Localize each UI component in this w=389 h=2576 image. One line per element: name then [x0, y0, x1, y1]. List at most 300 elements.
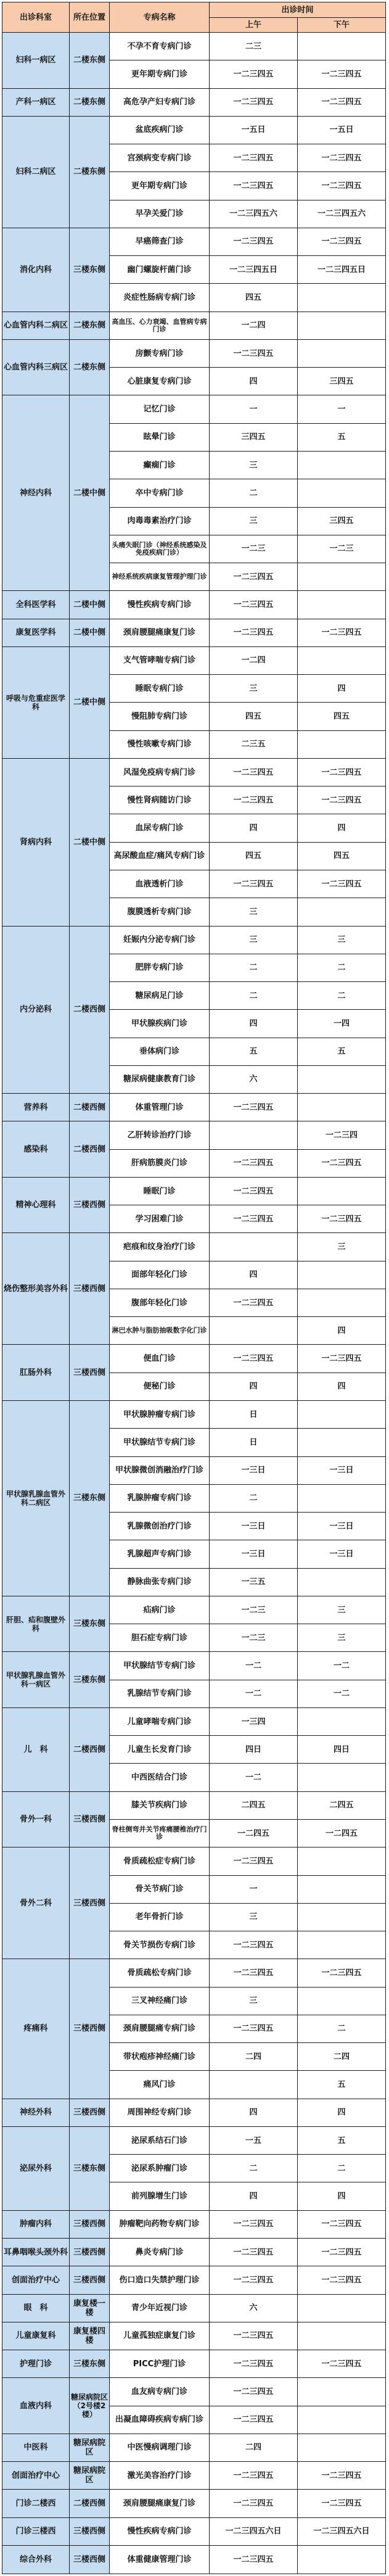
pm-cell: 一二三四五	[298, 870, 386, 898]
am-cell: 一三四	[210, 1707, 298, 1735]
specialty-cell: 更年期专病门诊	[110, 60, 210, 88]
am-cell: 一五	[210, 2126, 298, 2154]
table-row	[2, 2490, 386, 2517]
dept-cell: 综合外科	[2, 2545, 70, 2574]
table-row	[2, 2322, 386, 2350]
am-cell: 六	[210, 1065, 298, 1093]
specialty-cell: 泌尿系结石门诊	[110, 2126, 210, 2154]
pm-cell: 二	[298, 2155, 386, 2182]
pm-cell: 一五日	[298, 116, 386, 144]
specialty-cell: 炎症性肠病专病门诊	[110, 284, 210, 312]
pm-cell: 一二三四五	[298, 1205, 386, 1233]
specialty-cell: 眩晕门诊	[110, 423, 210, 451]
pm-cell: 一二三四五	[298, 144, 386, 172]
am-cell: 一二三四五	[210, 1345, 298, 1373]
specialty-cell: 糖尿病健康教育门诊	[110, 1065, 210, 1093]
specialty-cell: 带状疱疹神经痛门诊	[110, 2043, 210, 2071]
location-cell: 三楼东侧	[70, 1401, 110, 1596]
dept-cell: 耳鼻咽喉头颈外科	[2, 2238, 70, 2266]
location-cell: 糖尿病院区	[70, 2434, 110, 2461]
specialty-cell: 学习困难门诊	[110, 1205, 210, 1233]
am-cell: 一二三	[210, 1624, 298, 1652]
am-cell: 一三日	[210, 1540, 298, 1568]
pm-cell	[298, 1764, 386, 1791]
specialty-cell: 面部年轻化门诊	[110, 1261, 210, 1289]
am-cell: 三	[210, 451, 298, 479]
am-cell: 一二三四五	[210, 563, 298, 591]
pm-cell	[298, 1903, 386, 1931]
specialty-cell: 甲状腺肿瘤专病门诊	[110, 1401, 210, 1429]
am-cell: 三	[210, 675, 298, 703]
location-cell: 二楼东侧	[70, 33, 110, 89]
header-specialty: 专病名称	[110, 2, 210, 33]
location-cell: 三楼东侧	[70, 2126, 110, 2210]
am-cell: 二四五	[210, 1791, 298, 1819]
pm-cell	[298, 1707, 386, 1735]
am-cell: 一二三四五	[210, 2545, 298, 2574]
specialty-cell: 卒中专病门诊	[110, 479, 210, 507]
table-row	[2, 1345, 386, 1373]
header-dept: 出诊科室	[2, 2, 70, 33]
table-row	[2, 1959, 386, 1987]
specialty-cell: 脊柱侧弯并关节疼痛腰椎治疗门诊	[110, 1820, 210, 1847]
pm-cell: 五	[298, 2071, 386, 2099]
specialty-cell: 颈肩腰腿痛康复门诊	[110, 619, 210, 646]
am-cell: 四	[210, 1373, 298, 1400]
table-row	[2, 312, 386, 339]
dept-cell: 骨外一科	[2, 1791, 70, 1847]
pm-cell: 一三日	[298, 1456, 386, 1484]
am-cell: 四日	[210, 1736, 298, 1764]
location-cell: 三楼西侧	[70, 2545, 110, 2574]
pm-cell	[298, 1094, 386, 1121]
table-row	[2, 926, 386, 954]
pm-cell	[298, 2322, 386, 2350]
specialty-cell: PICC护理门诊	[110, 2350, 210, 2378]
table-row	[2, 1094, 386, 1121]
pm-cell: 四	[298, 1373, 386, 1400]
location-cell: 二楼西侧	[70, 1121, 110, 1178]
pm-cell	[298, 1065, 386, 1093]
dept-cell: 消化内科	[2, 228, 70, 312]
specialty-cell: 儿童哮喘专病门诊	[110, 1707, 210, 1735]
am-cell: 二	[210, 2155, 298, 2182]
am-cell: 二	[210, 479, 298, 507]
pm-cell: 三	[298, 1596, 386, 1624]
am-cell: 二	[210, 982, 298, 1010]
specialty-cell: 儿童生长发育门诊	[110, 1736, 210, 1764]
specialty-cell: 慢性疾病专病门诊	[110, 591, 210, 619]
pm-cell: 一二三四五日	[298, 256, 386, 284]
am-cell: 一三五	[210, 1568, 298, 1596]
table-row	[2, 1121, 386, 1149]
specialty-cell: 糖尿病足门诊	[110, 982, 210, 1010]
table-row	[2, 228, 386, 255]
table-row	[2, 1233, 386, 1261]
am-cell: 一二三	[210, 1596, 298, 1624]
location-cell: 三楼西侧	[70, 1959, 110, 2099]
am-cell: 一二三四五	[210, 228, 298, 255]
dept-cell: 肛肠外科	[2, 1345, 70, 1401]
pm-cell: 一二三四五	[298, 1345, 386, 1373]
specialty-cell: 骨质疏松症专病门诊	[110, 1847, 210, 1875]
specialty-cell: 睡眠门诊	[110, 1177, 210, 1205]
pm-cell	[298, 1401, 386, 1429]
specialty-cell: 骨关节损伤专病门诊	[110, 1931, 210, 1959]
location-cell: 二楼东侧	[70, 116, 110, 228]
am-cell: 一二四五	[210, 1820, 298, 1847]
specialty-cell: 激光美容治疗门诊	[110, 2462, 210, 2490]
table-row	[2, 2434, 386, 2461]
dept-cell: 妇科一病区	[2, 33, 70, 89]
am-cell: 四五	[210, 703, 298, 730]
pm-cell	[298, 646, 386, 674]
am-cell: 一二三四五	[210, 619, 298, 646]
specialty-cell: 宫颈病变专病门诊	[110, 144, 210, 172]
pm-cell: 一二	[298, 1680, 386, 1707]
table-row	[2, 2517, 386, 2545]
specialty-cell: 腹膜透析专病门诊	[110, 898, 210, 926]
pm-cell: 一二三四五	[298, 786, 386, 814]
pm-cell: 一二	[298, 1652, 386, 1680]
specialty-cell: 甲状腺微创消融治疗门诊	[110, 1456, 210, 1484]
specialty-cell: 心脏康复专病门诊	[110, 368, 210, 395]
pm-cell	[298, 284, 386, 312]
am-cell: 三	[210, 1903, 298, 1931]
pm-cell: 一二三四五	[298, 619, 386, 646]
am-cell: 一二三四五	[210, 1289, 298, 1316]
pm-cell	[298, 591, 386, 619]
pm-cell	[298, 2378, 386, 2406]
am-cell: 二四	[210, 2043, 298, 2071]
am-cell: 日	[210, 1401, 298, 1429]
am-cell: 一二三四五	[210, 2490, 298, 2517]
dept-cell: 感染科	[2, 1121, 70, 1178]
am-cell: 四	[210, 814, 298, 842]
pm-cell	[298, 1177, 386, 1205]
location-cell: 三楼东侧	[70, 1596, 110, 1652]
am-cell: 四	[210, 2099, 298, 2126]
am-cell	[210, 1121, 298, 1149]
pm-cell: 五	[298, 1038, 386, 1065]
specialty-cell: 不孕不育专病门诊	[110, 33, 210, 60]
am-cell: 一二三四五六日	[210, 2517, 298, 2545]
location-cell: 三楼西侧	[70, 1345, 110, 1401]
am-cell: 日	[210, 1429, 298, 1456]
am-cell: 一二三四五	[210, 2266, 298, 2294]
location-cell: 二楼西侧	[70, 926, 110, 1094]
am-cell: 一二三四五	[210, 60, 298, 88]
pm-cell: 一二三四五	[298, 228, 386, 255]
specialty-cell: 垂体病门诊	[110, 1038, 210, 1065]
table-row	[2, 2462, 386, 2490]
pm-cell: 五	[298, 423, 386, 451]
am-cell: 一二三四五	[210, 1094, 298, 1121]
table-row	[2, 2545, 386, 2574]
location-cell: 二楼中侧	[70, 591, 110, 619]
pm-cell	[298, 1847, 386, 1875]
am-cell: 一二三四五	[210, 870, 298, 898]
dept-cell: 精神心理科	[2, 1177, 70, 1233]
table-row	[2, 339, 386, 367]
specialty-cell: 高尿酸血症/痛风专病门诊	[110, 842, 210, 870]
specialty-cell: 癫痫门诊	[110, 451, 210, 479]
dept-cell: 门诊三楼西	[2, 2517, 70, 2545]
specialty-cell: 体重管理门诊	[110, 1094, 210, 1121]
dept-cell: 营养科	[2, 1094, 70, 1121]
am-cell: 二	[210, 1484, 298, 1512]
specialty-cell: 房颤专病门诊	[110, 339, 210, 367]
specialty-cell: 肝病筋膜炎门诊	[110, 1149, 210, 1177]
table-row	[2, 1791, 386, 1819]
specialty-cell: 痛风门诊	[110, 2071, 210, 2099]
am-cell: 一三日	[210, 1456, 298, 1484]
specialty-cell: 泌尿系肿瘤门诊	[110, 2155, 210, 2182]
dept-cell: 呼吸与危重症医学科	[2, 646, 70, 758]
dept-cell: 烧伤整形美容外科	[2, 1233, 70, 1345]
location-cell: 二楼西侧	[70, 1094, 110, 1121]
am-cell: 三四五	[210, 423, 298, 451]
pm-cell	[298, 312, 386, 339]
am-cell: 一二三四五	[210, 1847, 298, 1875]
am-cell: 一二三四五	[210, 1177, 298, 1205]
location-cell: 康复楼一楼	[70, 2294, 110, 2322]
specialty-cell: 早癌筛查门诊	[110, 228, 210, 255]
am-cell: 四	[210, 1010, 298, 1038]
table-row	[2, 591, 386, 619]
am-cell: 一二三四五	[210, 758, 298, 786]
am-cell: 一二三四五	[210, 591, 298, 619]
location-cell: 三楼东侧	[70, 1652, 110, 1708]
pm-cell: 一二三四五	[298, 88, 386, 116]
specialty-cell: 三叉神经痛门诊	[110, 1987, 210, 2015]
specialty-cell: 体重健康管理门诊	[110, 2545, 210, 2574]
pm-cell: 四五	[298, 703, 386, 730]
table-row	[2, 88, 386, 116]
dept-cell: 血液内科	[2, 2378, 70, 2434]
am-cell: 一二三四五	[210, 2238, 298, 2266]
specialty-cell: 疤痕和纹身治疗门诊	[110, 1233, 210, 1261]
pm-cell	[298, 2294, 386, 2322]
pm-cell	[298, 1289, 386, 1316]
specialty-cell: 幽门螺旋杆菌门诊	[110, 256, 210, 284]
table-row	[2, 2294, 386, 2322]
am-cell: 一二	[210, 1680, 298, 1707]
specialty-cell: 膝关节疾病门诊	[110, 1791, 210, 1819]
am-cell: 一二三四五	[210, 1931, 298, 1959]
am-cell: 一二三四五	[210, 2210, 298, 2238]
pm-cell	[298, 2406, 386, 2434]
specialty-cell: 中医慢病调理门诊	[110, 2434, 210, 2461]
pm-cell: 四日	[298, 1736, 386, 1764]
am-cell: 二四	[210, 2434, 298, 2461]
dept-cell: 心血管内科三病区	[2, 339, 70, 395]
pm-cell: 一二三四五	[298, 758, 386, 786]
pm-cell	[298, 1429, 386, 1456]
dept-cell: 甲状腺乳腺血管外科二病区	[2, 1401, 70, 1596]
pm-cell: 三四五	[298, 507, 386, 535]
specialty-cell: 儿童孤独症康复门诊	[110, 2322, 210, 2350]
dept-cell: 门诊二楼西	[2, 2490, 70, 2517]
dept-cell: 护理门诊	[2, 2350, 70, 2378]
table-row	[2, 2099, 386, 2126]
pm-cell: 一二三四五六日	[298, 2517, 386, 2545]
specialty-cell: 肉毒毒素治疗门诊	[110, 507, 210, 535]
pm-cell: 一二三四五	[298, 2266, 386, 2294]
dept-cell: 神经外科	[2, 2099, 70, 2126]
dept-cell: 肿瘤内科	[2, 2210, 70, 2238]
table-row	[2, 1177, 386, 1205]
specialty-cell: 骨关节病门诊	[110, 1875, 210, 1903]
specialty-cell: 骨质疏松专病门诊	[110, 1959, 210, 1987]
specialty-cell: 鼻炎专病门诊	[110, 2238, 210, 2266]
location-cell: 三楼西侧	[70, 1177, 110, 1233]
specialty-cell: 出凝血障碍疾病专病门诊	[110, 2406, 210, 2434]
specialty-cell: 便血门诊	[110, 1345, 210, 1373]
dept-cell: 心血管内科二病区	[2, 312, 70, 339]
pm-cell: 四五	[298, 842, 386, 870]
pm-cell: 三	[298, 926, 386, 954]
pm-cell	[298, 339, 386, 367]
pm-cell: 一二三四五	[298, 2462, 386, 2490]
specialty-cell: 甲状腺结节专病门诊	[110, 1429, 210, 1456]
pm-cell: 四	[298, 2099, 386, 2126]
pm-cell: 一二三四五	[298, 1959, 386, 1987]
am-cell: 四	[210, 368, 298, 395]
dept-cell: 康复医学科	[2, 619, 70, 646]
pm-cell	[298, 563, 386, 591]
table-row	[2, 758, 386, 786]
pm-cell: 二四五	[298, 1791, 386, 1819]
pm-cell: 一二三四五六	[298, 200, 386, 228]
specialty-cell: 慢性咳嗽专病门诊	[110, 730, 210, 758]
specialty-cell: 伤口造口失禁护理门诊	[110, 2266, 210, 2294]
am-cell: 一二四	[210, 312, 298, 339]
pm-cell: 二	[298, 982, 386, 1010]
schedule-body	[2, 33, 386, 2574]
specialty-cell: 疝病门诊	[110, 1596, 210, 1624]
header-time: 出诊时间	[210, 2, 386, 18]
header-location: 所在位置	[70, 2, 110, 33]
specialty-cell: 慢性肾病随访门诊	[110, 786, 210, 814]
am-cell: 四五	[210, 842, 298, 870]
specialty-cell: 乳腺结节专病门诊	[110, 1680, 210, 1707]
pm-cell	[298, 1987, 386, 2015]
pm-cell: 一四	[298, 1010, 386, 1038]
pm-cell: 一二三四五	[298, 172, 386, 200]
am-cell: 一二三四五	[210, 786, 298, 814]
am-cell: 一三日	[210, 1513, 298, 1540]
am-cell: 一二三四五日	[210, 256, 298, 284]
dept-cell: 全科医学科	[2, 591, 70, 619]
dept-cell: 甲状腺乳腺血管外科一病区	[2, 1652, 70, 1708]
am-cell: 一五日	[210, 116, 298, 144]
specialty-cell: 盆底疾病门诊	[110, 116, 210, 144]
specialty-cell: 乙肝转诊治疗门诊	[110, 1121, 210, 1149]
am-cell: 三	[210, 926, 298, 954]
pm-cell: 一	[298, 395, 386, 423]
pm-cell: 一二三四五	[298, 1149, 386, 1177]
table-row	[2, 33, 386, 60]
pm-cell: 一二四五	[298, 1820, 386, 1847]
specialty-cell: 风湿免疫病专病门诊	[110, 758, 210, 786]
am-cell: 一二三四五	[210, 1149, 298, 1177]
specialty-cell: 神经系统疾病康复管理护理门诊	[110, 563, 210, 591]
dept-cell: 肾病内科	[2, 758, 70, 926]
table-row	[2, 395, 386, 423]
am-cell: 一二三	[210, 535, 298, 563]
dept-cell: 产科一病区	[2, 88, 70, 116]
am-cell: 一二三四五	[210, 144, 298, 172]
pm-cell: 四	[298, 814, 386, 842]
specialty-cell: 颈肩腰腿痛康复门诊	[110, 2490, 210, 2517]
location-cell: 糖尿病院区	[70, 2462, 110, 2490]
pm-cell: 四	[298, 675, 386, 703]
pm-cell: 二	[298, 2015, 386, 2042]
dept-cell: 儿 科	[2, 1707, 70, 1791]
am-cell: 一二三四五	[210, 1959, 298, 1987]
am-cell: 一二	[210, 1764, 298, 1791]
specialty-cell: 前列腺增生门诊	[110, 2182, 210, 2210]
table-row	[2, 619, 386, 646]
am-cell: 五	[210, 1038, 298, 1065]
am-cell: 三	[210, 507, 298, 535]
specialty-cell: 腹部年轻化门诊	[110, 1289, 210, 1316]
location-cell: 二楼中侧	[70, 395, 110, 591]
specialty-cell: 静脉曲张专病门诊	[110, 1568, 210, 1596]
dept-cell: 骨外二科	[2, 1847, 70, 1959]
clinic-schedule-table	[2, 2, 386, 2574]
specialty-cell: 老年骨折门诊	[110, 1903, 210, 1931]
am-cell: 一二三四五	[210, 2406, 298, 2434]
pm-cell: 一三日	[298, 1540, 386, 1568]
specialty-cell: 乳腺超声专病门诊	[110, 1540, 210, 1568]
location-cell: 二楼东侧	[70, 339, 110, 395]
am-cell: 一二三四五六	[210, 200, 298, 228]
am-cell: 一二四	[210, 646, 298, 674]
dept-cell: 创面治疗中心	[2, 2266, 70, 2294]
dept-cell: 儿童康复科	[2, 2322, 70, 2350]
location-cell: 糖尿病院区（2号楼2楼）	[70, 2378, 110, 2434]
pm-cell	[298, 730, 386, 758]
dept-cell: 眼 科	[2, 2294, 70, 2322]
table-row	[2, 1707, 386, 1735]
am-cell: 四	[210, 2182, 298, 2210]
specialty-cell: 睡眠专病门诊	[110, 675, 210, 703]
specialty-cell: 头痛失眠门诊（神经系统感染及免疫疾病门诊）	[110, 535, 210, 563]
pm-cell: 三四五	[298, 368, 386, 395]
specialty-cell: 血液透析门诊	[110, 870, 210, 898]
location-cell: 三楼东侧	[70, 228, 110, 312]
location-cell: 三楼西侧	[70, 2099, 110, 2126]
pm-cell: 二	[298, 954, 386, 981]
location-cell: 二楼中侧	[70, 646, 110, 758]
header-pm: 下午	[298, 18, 386, 33]
pm-cell	[298, 2545, 386, 2574]
location-cell: 三楼西侧	[70, 1847, 110, 1959]
specialty-cell: 胆石症专病门诊	[110, 1624, 210, 1652]
am-cell: 一	[210, 395, 298, 423]
pm-cell	[298, 898, 386, 926]
pm-cell: 一二三四五	[298, 60, 386, 88]
specialty-cell: 甲状腺结节专病门诊	[110, 1652, 210, 1680]
specialty-cell: 高危孕产妇专病门诊	[110, 88, 210, 116]
location-cell: 二楼中侧	[70, 619, 110, 646]
am-cell: 六	[210, 2294, 298, 2322]
am-cell: 一二三四五	[210, 88, 298, 116]
location-cell: 三楼西侧	[70, 1791, 110, 1847]
am-cell: 一二三四五	[210, 2322, 298, 2350]
